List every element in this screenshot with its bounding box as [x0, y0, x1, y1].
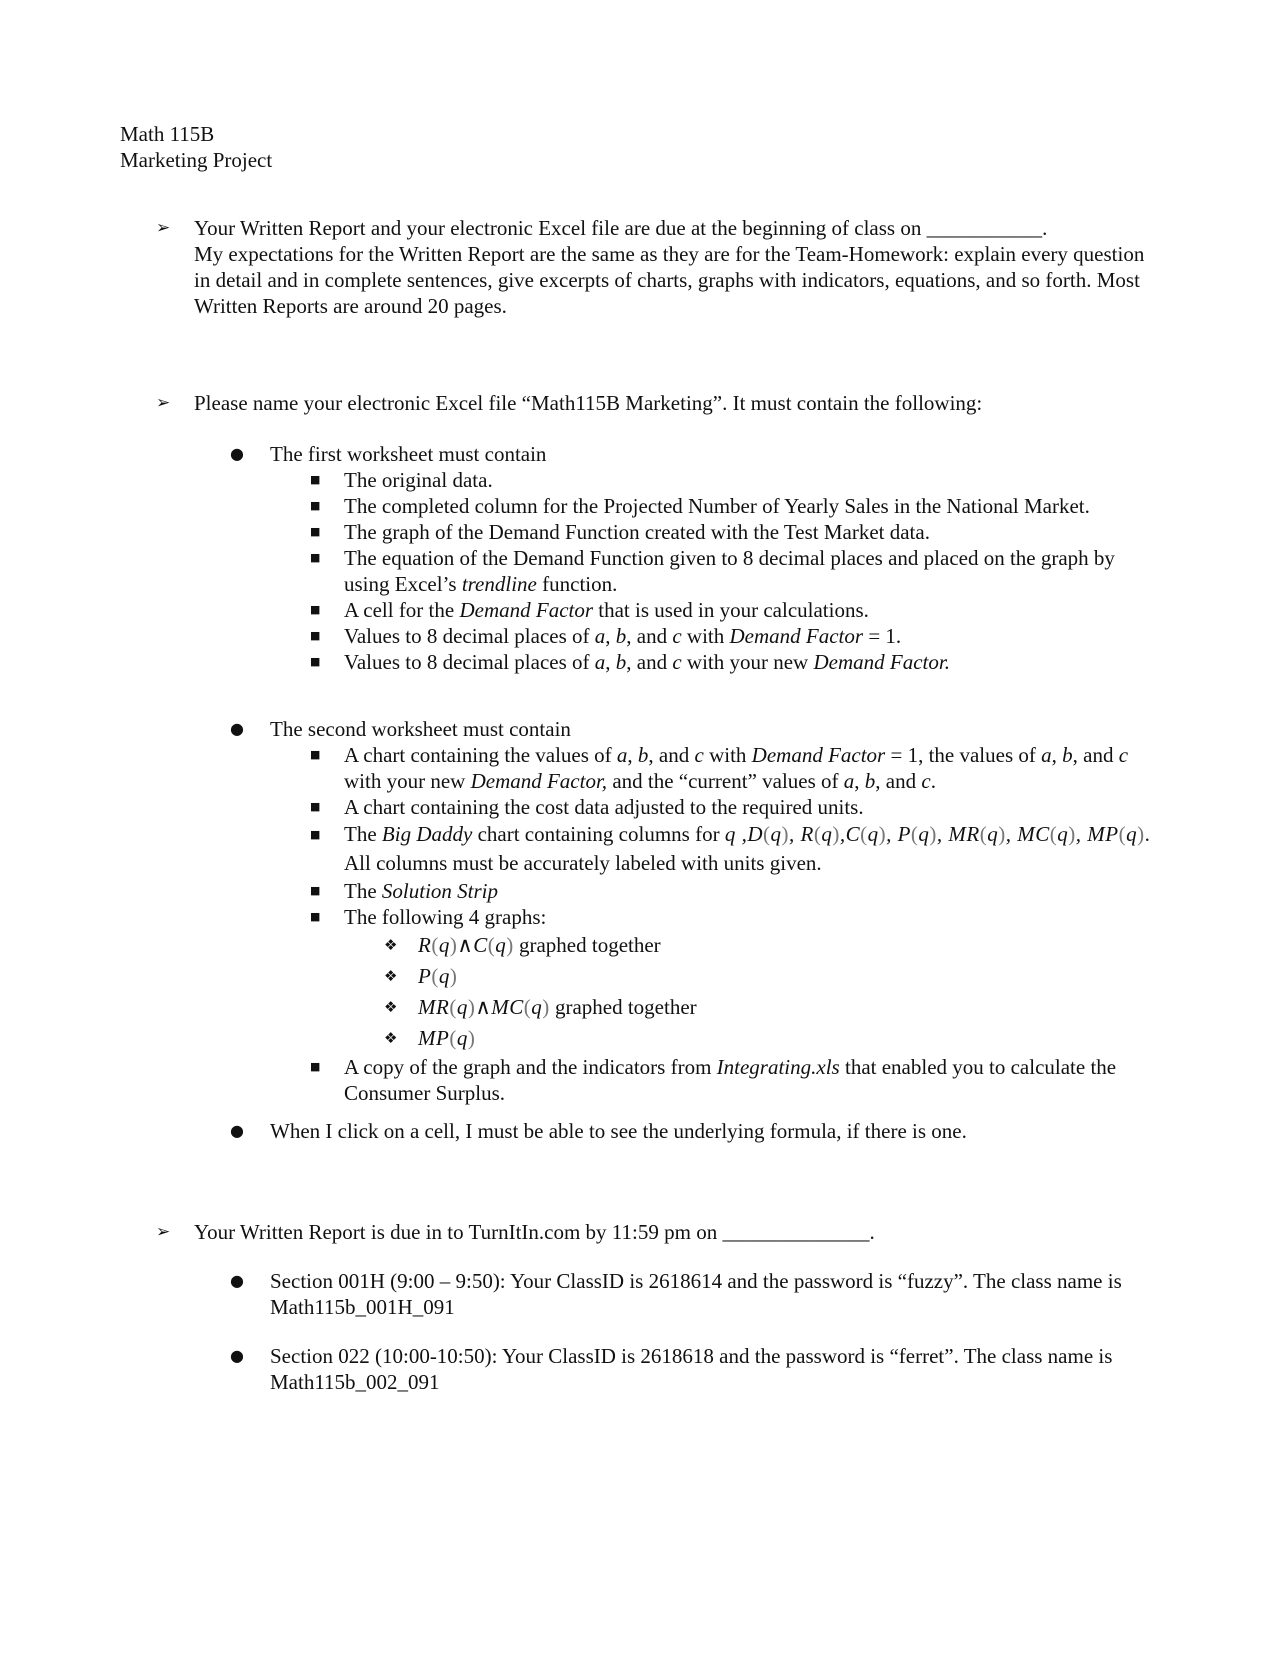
formula-note: When I click on a cell, I must be able to see the underlying formula, if there is one. — [270, 1119, 967, 1143]
square-bullet-icon: ■ — [310, 603, 321, 616]
section-001h-text: Section 001H (9:00 – 9:50): Your ClassID is 2618614 and the password is “fuzzy”. The class name is Math115b_001H_091 — [270, 1269, 1122, 1319]
list-item: ❖ P(q) — [230, 961, 1150, 992]
diamond-bullet-icon: ❖ — [384, 967, 398, 985]
list-item: ■ A cell for the Demand Factor that is used in your calculations. — [310, 598, 869, 622]
list-item: ■ Values to 8 decimal places of a, b, and c with your new Demand Factor. — [310, 650, 950, 674]
dot-bullet-icon: ● — [230, 1121, 244, 1140]
document-header — [120, 121, 272, 173]
second-worksheet-list — [230, 742, 1150, 1106]
due-date-item — [156, 215, 1156, 319]
formula-note-item — [230, 1118, 1150, 1144]
list-item: ■ The following 4 graphs: — [310, 905, 547, 929]
square-bullet-icon: ■ — [310, 884, 321, 897]
diamond-bullet-icon: ❖ — [384, 998, 398, 1016]
section-001h-item — [230, 1268, 1150, 1320]
project-title: Marketing Project — [120, 148, 273, 172]
list-item: ■ A copy of the graph and the indicators from Integrating.xls that enabled you to calculate the Consumer Surplus. — [310, 1055, 1117, 1105]
list-item: ■ The Solution Strip — [310, 879, 499, 903]
dot-bullet-icon: ● — [230, 444, 244, 463]
arrow-bullet-icon: ➢ — [156, 393, 171, 413]
expectations-text: My expectations for the Written Report are the same as they are for the Team-Homework: explain every question in detail and in complete sentences, give excerpts of charts, graphs with indicators, equations, and so forth. Most Written Reports are around 20 pages. — [194, 242, 1145, 318]
excel-file-item — [156, 390, 1156, 416]
list-item: ■ The graph of the Demand Function created with the Test Market data. — [310, 520, 930, 544]
list-item: ■ A chart containing the cost data adjusted to the required units. — [310, 795, 864, 819]
diamond-bullet-icon: ❖ — [384, 1029, 398, 1047]
square-bullet-icon: ■ — [310, 1060, 321, 1073]
square-bullet-icon: ■ — [310, 551, 321, 564]
square-bullet-icon: ■ — [310, 655, 321, 668]
list-item: ❖ R(q)∧C(q) graphed together — [230, 930, 1150, 961]
dot-bullet-icon: ● — [230, 1271, 244, 1290]
square-bullet-icon: ■ — [310, 910, 321, 923]
second-worksheet-block — [230, 716, 1150, 742]
square-bullet-icon: ■ — [310, 800, 321, 813]
dot-bullet-icon: ● — [230, 1346, 244, 1365]
square-bullet-icon: ■ — [310, 629, 321, 642]
square-bullet-icon: ■ — [310, 525, 321, 538]
diamond-bullet-icon: ❖ — [384, 936, 398, 954]
list-item: ■ The original data. — [310, 468, 493, 492]
dot-bullet-icon: ● — [230, 719, 244, 738]
list-item: ❖ MP(q) — [230, 1023, 1150, 1054]
list-item: ■ The completed column for the Projected Number of Yearly Sales in the National Market. — [310, 494, 1090, 518]
arrow-bullet-icon: ➢ — [156, 218, 171, 238]
square-bullet-icon: ■ — [310, 473, 321, 486]
list-item: ■ Values to 8 decimal places of a, b, and c with Demand Factor = 1. — [310, 624, 902, 648]
graphs-list — [230, 930, 1150, 1054]
list-item: ❖ MR(q)∧MC(q) graphed together — [230, 992, 1150, 1023]
first-worksheet-block — [230, 441, 1150, 467]
first-worksheet-list — [230, 467, 1150, 675]
due-date-text: Your Written Report and your electronic Excel file are due at the beginning of class on ___________. — [194, 216, 1048, 240]
section-022-item — [230, 1343, 1150, 1395]
arrow-bullet-icon: ➢ — [156, 1222, 171, 1242]
list-item: ■ The equation of the Demand Function given to 8 decimal places and placed on the graph by using Excel’s trendline function. — [310, 546, 1115, 596]
turnitin-intro: Your Written Report is due in to TurnItIn.com by 11:59 pm on ______________. — [194, 1220, 875, 1244]
list-item: ■ The Big Daddy chart containing columns for q ,D(q), R(q),C(q), P(q), MR(q), MC(q), MP(q). All columns must be accurately labeled with units given. — [310, 822, 1150, 875]
section-022-text: Section 022 (10:00-10:50): Your ClassID is 2618618 and the password is “ferret”. The class name is Math115b_002_091 — [270, 1344, 1113, 1394]
course-name: Math 115B — [120, 122, 215, 146]
excel-file-intro: Please name your electronic Excel file “Math115B Marketing”. It must contain the following: — [194, 391, 983, 415]
big-daddy-columns: q ,D(q), R(q),C(q), P(q), MR(q), MC(q), MP(q) — [724, 822, 1145, 846]
second-worksheet-heading: The second worksheet must contain — [270, 717, 571, 741]
square-bullet-icon: ■ — [310, 748, 321, 761]
square-bullet-icon: ■ — [310, 828, 321, 841]
list-item: ■ A chart containing the values of a, b, and c with Demand Factor = 1, the values of a, b, and c with your new Demand Factor, and the “current” values of a, b, and c. — [310, 743, 1129, 793]
first-worksheet-heading: The first worksheet must contain — [270, 442, 547, 466]
square-bullet-icon: ■ — [310, 499, 321, 512]
turnitin-item — [156, 1219, 1156, 1245]
